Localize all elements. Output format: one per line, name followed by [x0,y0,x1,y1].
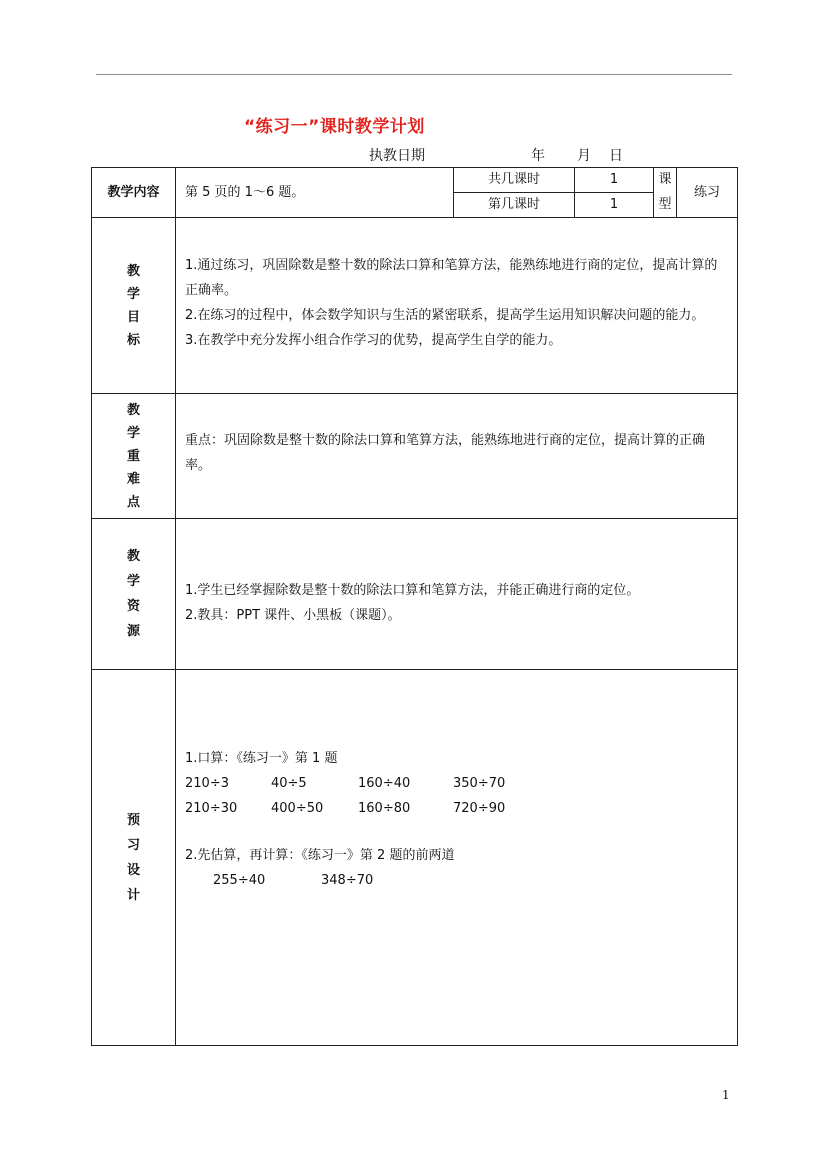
preview-row [92,670,738,1046]
oral-calc-row [185,796,729,821]
resources-content [176,519,738,670]
exercise-item: 210÷30 [185,801,238,817]
exercise-item: 350÷70 [453,776,506,792]
key-points-label [92,394,176,519]
resource-item: 2.教具：PPT 课件、小黑板（课题）。 [185,608,401,624]
lesson-plan-table [91,167,738,1046]
resources-label-char: 教 [126,549,140,565]
preview-label [92,670,176,1046]
preview-label-char: 设 [126,862,140,878]
nth-hour-value: 1 [575,192,654,218]
month-label: 月 [577,148,591,164]
exercise-item: 255÷40 [213,873,266,889]
estimate-heading: 2.先估算，再计算：《练习一》第 2 题的前两道 [185,848,455,864]
exercise-item: 40÷5 [271,776,307,792]
goal-item: 2.在练习的过程中，体会数学知识与生活的紧密联系，提高学生运用知识解决问题的能力。 [185,307,705,323]
lesson-type-label [654,168,677,218]
goals-label-char: 标 [126,332,140,348]
key-points-label-char: 学 [126,425,140,441]
exercise-item: 160÷40 [358,776,411,792]
key-points-label-char: 点 [126,494,140,510]
key-points-label-char: 教 [126,402,140,418]
goals-label-char: 教 [126,263,140,279]
resources-label [92,519,176,670]
lesson-type-label-top: 课 [658,172,672,187]
resources-label-char: 资 [126,599,140,615]
oral-calc-heading: 1.口算：《练习一》第 1 题 [185,751,338,767]
key-points-label-char: 重 [126,448,140,464]
goals-content [176,218,738,394]
goal-item: 1.通过练习，巩固除数是整十数的除法口算和笔算方法，能熟练地进行商的定位，提高计算的正确率。 [185,257,718,298]
preview-label-char: 习 [126,837,140,853]
header-rule [96,74,732,75]
exercise-item: 400÷50 [271,801,324,817]
year-label: 年 [531,148,545,164]
exercise-item: 348÷70 [321,873,374,889]
key-points-text: 重点：巩固除数是整十数的除法口算和笔算方法，能熟练地进行商的定位，提高计算的正确率。 [185,433,706,474]
goals-label [92,218,176,394]
key-points-label-char: 难 [126,471,140,487]
exercise-item: 720÷90 [453,801,506,817]
resource-item: 1.学生已经掌握除数是整十数的除法口算和笔算方法，并能正确进行商的定位。 [185,583,640,599]
exercise-item: 210÷3 [185,776,229,792]
total-hours-value: 1 [575,168,654,193]
preview-label-char: 预 [126,812,140,828]
goals-label-char: 学 [126,286,140,302]
estimate-row [185,868,729,893]
resources-label-char: 源 [126,624,140,640]
document-title: “练习一”课时教学计划 [244,117,425,137]
resources-label-char: 学 [126,574,140,590]
resources-row [92,519,738,670]
content-label: 教学内容 [92,168,176,218]
total-hours-label: 共几课时 [454,168,575,193]
preview-content [176,670,738,1046]
oral-calc-row [185,771,729,796]
content-value: 第 5 页的 1～6 题。 [176,168,454,218]
exercise-item: 160÷80 [358,801,411,817]
lesson-type-value: 练习 [677,168,738,218]
day-label: 日 [609,148,623,164]
lesson-type-label-bottom: 型 [658,196,672,212]
preview-label-char: 计 [126,887,140,903]
goals-row [92,218,738,394]
teaching-date-label: 执教日期 [369,148,425,164]
content-row-top [92,168,738,193]
goal-item: 3.在教学中充分发挥小组合作学习的优势，提高学生自学的能力。 [185,332,562,348]
nth-hour-label: 第几课时 [454,192,575,218]
key-points-row [92,394,738,519]
key-points-content [176,394,738,519]
page-number: 1 [722,1088,730,1102]
goals-label-char: 目 [126,309,140,325]
